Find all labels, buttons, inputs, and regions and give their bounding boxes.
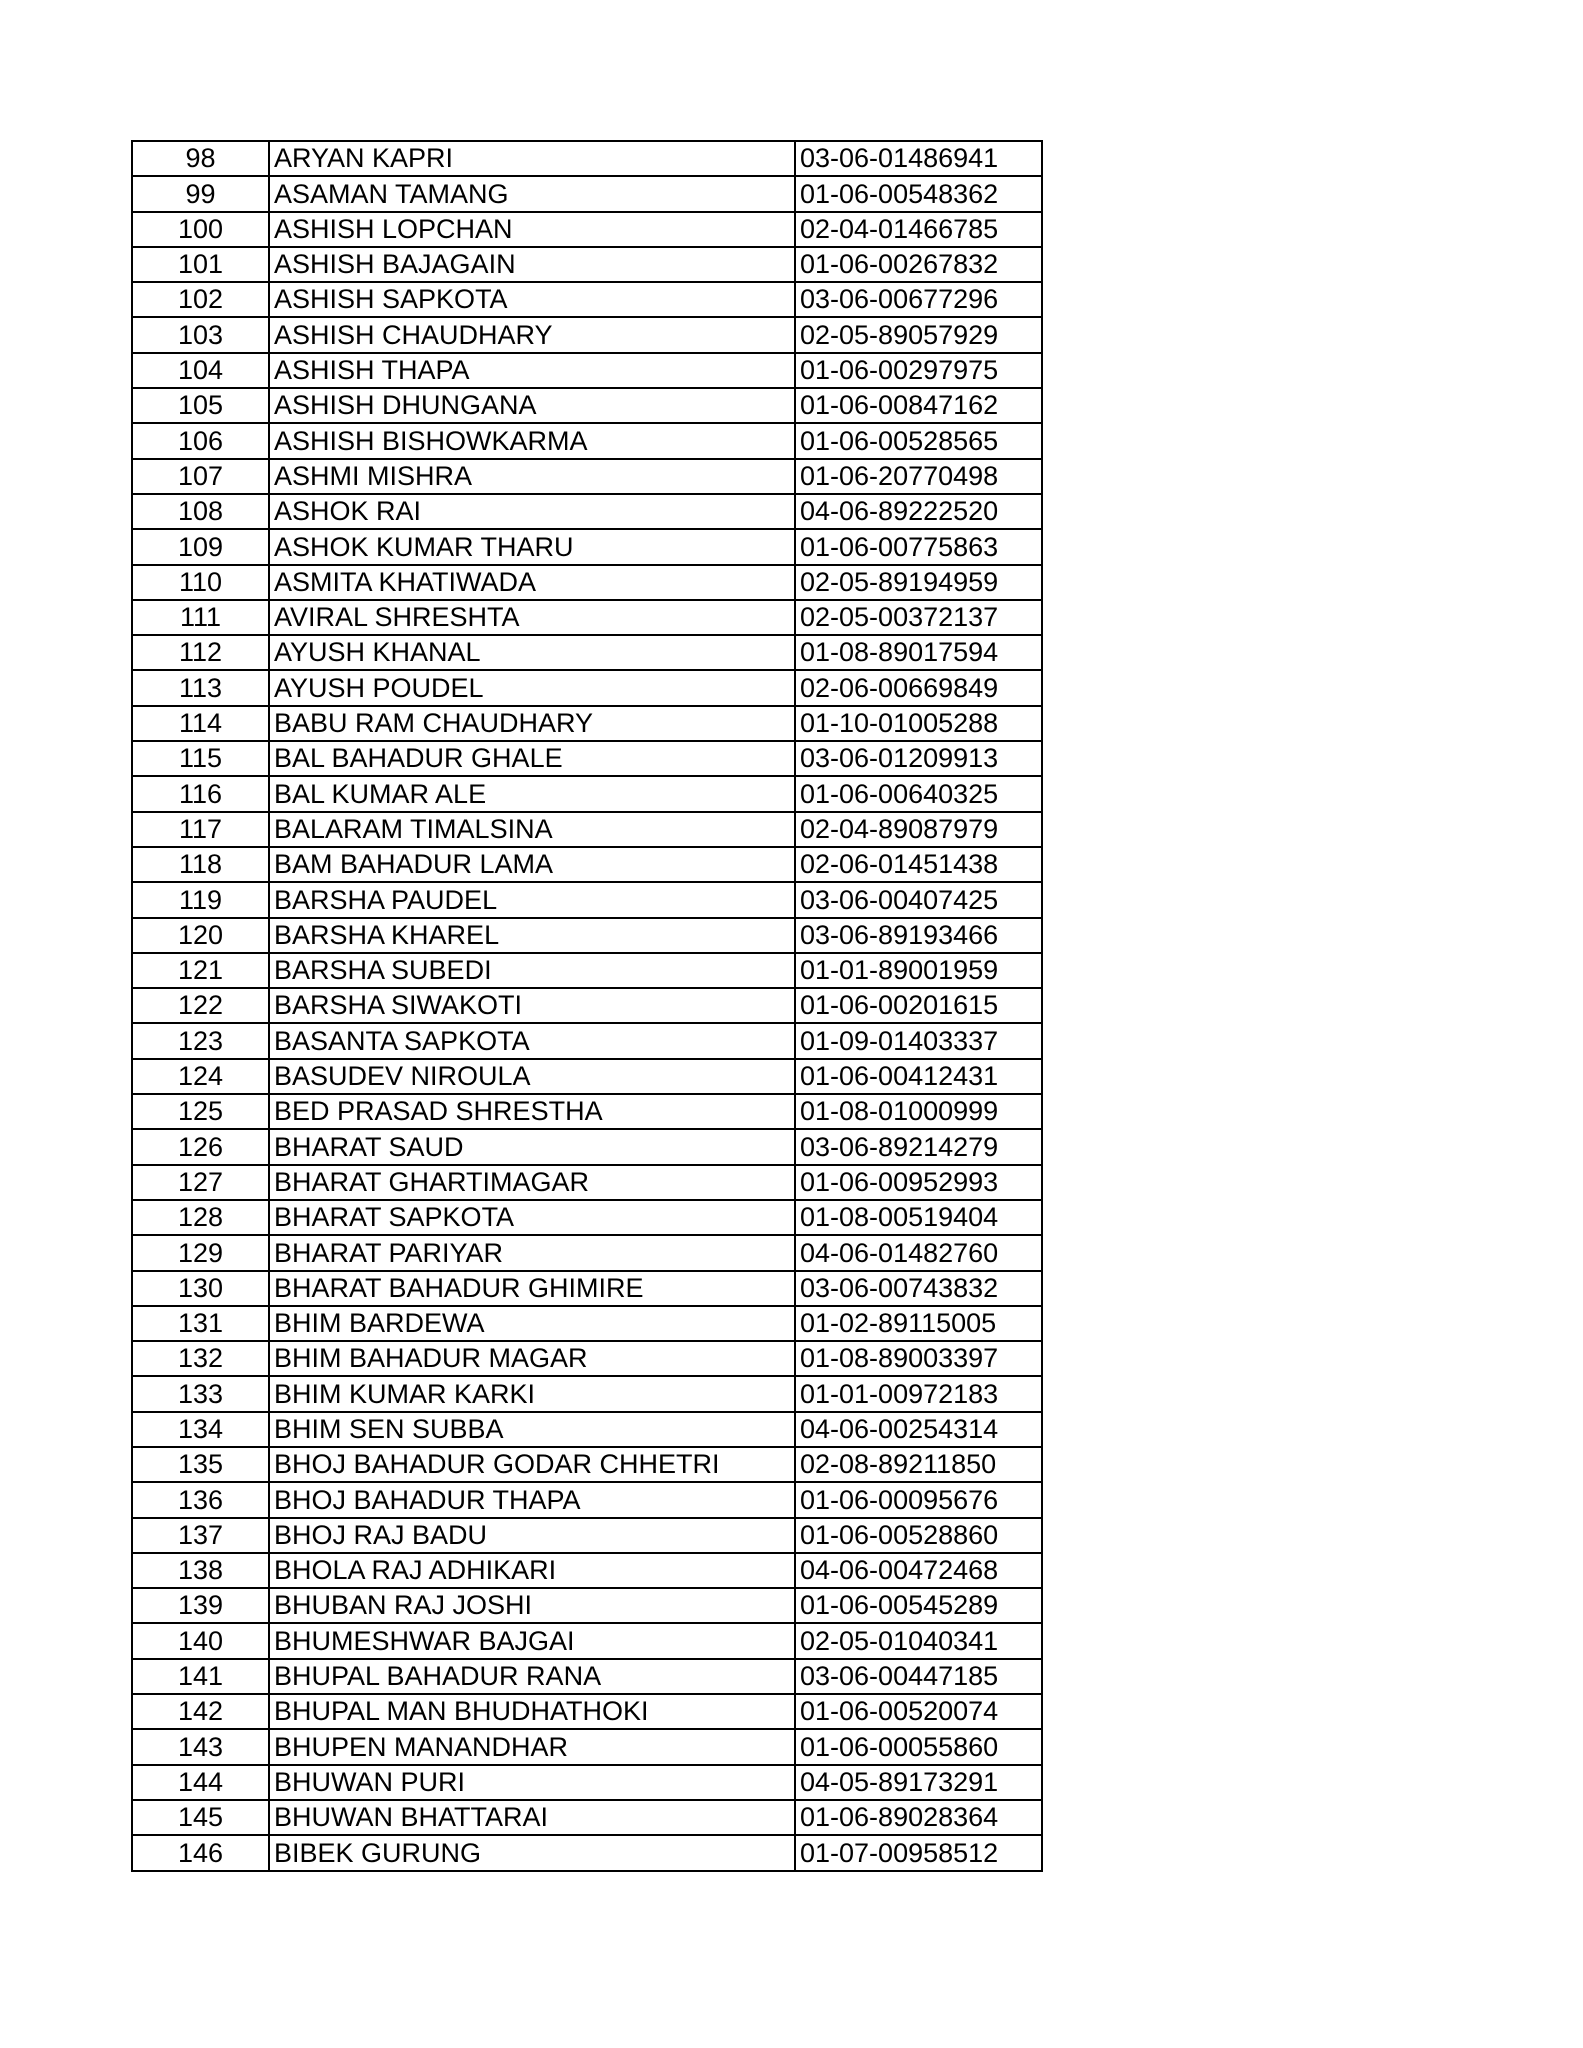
serial-number-cell: 146 [132, 1835, 269, 1870]
roster-table [131, 140, 1043, 1872]
serial-number-cell: 138 [132, 1553, 269, 1588]
table-row [132, 1165, 1042, 1200]
serial-number-cell: 114 [132, 706, 269, 741]
id-number-cell: 01-08-89003397 [795, 1341, 1042, 1376]
table-row [132, 953, 1042, 988]
id-number-cell: 01-06-00640325 [795, 776, 1042, 811]
serial-number-cell: 126 [132, 1129, 269, 1164]
id-number-cell: 03-06-00743832 [795, 1271, 1042, 1306]
name-cell: ASMITA KHATIWADA [269, 565, 795, 600]
table-row [132, 388, 1042, 423]
serial-number-cell: 124 [132, 1059, 269, 1094]
serial-number-cell: 118 [132, 847, 269, 882]
id-number-cell: 03-06-01486941 [795, 141, 1042, 176]
serial-number-cell: 98 [132, 141, 269, 176]
name-cell: ASHISH THAPA [269, 353, 795, 388]
table-row [132, 1800, 1042, 1835]
id-number-cell: 01-06-00548362 [795, 176, 1042, 211]
id-number-cell: 03-06-89214279 [795, 1129, 1042, 1164]
serial-number-cell: 106 [132, 423, 269, 458]
name-cell: ASHOK RAI [269, 494, 795, 529]
table-row [132, 1376, 1042, 1411]
id-number-cell: 01-06-00095676 [795, 1482, 1042, 1517]
name-cell: AYUSH KHANAL [269, 635, 795, 670]
table-row [132, 1306, 1042, 1341]
table-row [132, 1129, 1042, 1164]
id-number-cell: 02-08-89211850 [795, 1447, 1042, 1482]
id-number-cell: 03-06-00677296 [795, 282, 1042, 317]
id-number-cell: 02-04-01466785 [795, 212, 1042, 247]
table-row [132, 988, 1042, 1023]
serial-number-cell: 141 [132, 1659, 269, 1694]
table-row [132, 776, 1042, 811]
name-cell: ASHISH BISHOWKARMA [269, 423, 795, 458]
id-number-cell: 03-06-89193466 [795, 918, 1042, 953]
name-cell: BARSHA PAUDEL [269, 882, 795, 917]
serial-number-cell: 136 [132, 1482, 269, 1517]
name-cell: AYUSH POUDEL [269, 670, 795, 705]
serial-number-cell: 117 [132, 812, 269, 847]
name-cell: BHUMESHWAR BAJGAI [269, 1623, 795, 1658]
roster-table-body [132, 141, 1042, 1871]
table-row [132, 565, 1042, 600]
id-number-cell: 04-06-89222520 [795, 494, 1042, 529]
serial-number-cell: 99 [132, 176, 269, 211]
id-number-cell: 04-06-01482760 [795, 1235, 1042, 1270]
name-cell: BAM BAHADUR LAMA [269, 847, 795, 882]
id-number-cell: 01-06-00775863 [795, 529, 1042, 564]
id-number-cell: 04-06-00254314 [795, 1412, 1042, 1447]
id-number-cell: 01-08-00519404 [795, 1200, 1042, 1235]
table-row [132, 141, 1042, 176]
name-cell: ASHISH LOPCHAN [269, 212, 795, 247]
id-number-cell: 01-06-00528565 [795, 423, 1042, 458]
name-cell: ASHISH DHUNGANA [269, 388, 795, 423]
table-row [132, 1659, 1042, 1694]
table-row [132, 882, 1042, 917]
table-row [132, 176, 1042, 211]
name-cell: BHOJ BAHADUR GODAR CHHETRI [269, 1447, 795, 1482]
table-row [132, 1729, 1042, 1764]
name-cell: BHIM SEN SUBBA [269, 1412, 795, 1447]
serial-number-cell: 125 [132, 1094, 269, 1129]
table-row [132, 741, 1042, 776]
serial-number-cell: 119 [132, 882, 269, 917]
id-number-cell: 01-09-01403337 [795, 1023, 1042, 1058]
serial-number-cell: 142 [132, 1694, 269, 1729]
id-number-cell: 03-06-01209913 [795, 741, 1042, 776]
name-cell: BAL KUMAR ALE [269, 776, 795, 811]
serial-number-cell: 134 [132, 1412, 269, 1447]
serial-number-cell: 137 [132, 1518, 269, 1553]
serial-number-cell: 135 [132, 1447, 269, 1482]
id-number-cell: 01-06-00952993 [795, 1165, 1042, 1200]
table-row [132, 494, 1042, 529]
table-row [132, 1341, 1042, 1376]
table-row [132, 847, 1042, 882]
table-row [132, 212, 1042, 247]
table-row [132, 1271, 1042, 1306]
name-cell: BARSHA SIWAKOTI [269, 988, 795, 1023]
id-number-cell: 01-06-00520074 [795, 1694, 1042, 1729]
name-cell: BASUDEV NIROULA [269, 1059, 795, 1094]
name-cell: BHOLA RAJ ADHIKARI [269, 1553, 795, 1588]
serial-number-cell: 109 [132, 529, 269, 564]
id-number-cell: 01-06-00847162 [795, 388, 1042, 423]
table-row [132, 1694, 1042, 1729]
table-row [132, 423, 1042, 458]
id-number-cell: 01-06-20770498 [795, 459, 1042, 494]
name-cell: BIBEK GURUNG [269, 1835, 795, 1870]
table-row [132, 1765, 1042, 1800]
id-number-cell: 01-06-00201615 [795, 988, 1042, 1023]
serial-number-cell: 116 [132, 776, 269, 811]
serial-number-cell: 140 [132, 1623, 269, 1658]
name-cell: BHIM BAHADUR MAGAR [269, 1341, 795, 1376]
id-number-cell: 02-05-01040341 [795, 1623, 1042, 1658]
name-cell: ASHOK KUMAR THARU [269, 529, 795, 564]
name-cell: ASHISH SAPKOTA [269, 282, 795, 317]
table-row [132, 635, 1042, 670]
table-row [132, 1235, 1042, 1270]
serial-number-cell: 120 [132, 918, 269, 953]
table-row [132, 282, 1042, 317]
table-row [132, 459, 1042, 494]
table-row [132, 1200, 1042, 1235]
name-cell: BHARAT BAHADUR GHIMIRE [269, 1271, 795, 1306]
name-cell: BHOJ RAJ BADU [269, 1518, 795, 1553]
id-number-cell: 03-06-00447185 [795, 1659, 1042, 1694]
id-number-cell: 01-06-89028364 [795, 1800, 1042, 1835]
id-number-cell: 01-08-89017594 [795, 635, 1042, 670]
serial-number-cell: 128 [132, 1200, 269, 1235]
table-row [132, 1412, 1042, 1447]
name-cell: ARYAN KAPRI [269, 141, 795, 176]
name-cell: BALARAM TIMALSINA [269, 812, 795, 847]
id-number-cell: 01-06-00267832 [795, 247, 1042, 282]
id-number-cell: 04-06-00472468 [795, 1553, 1042, 1588]
serial-number-cell: 102 [132, 282, 269, 317]
name-cell: BHOJ BAHADUR THAPA [269, 1482, 795, 1517]
id-number-cell: 02-05-89194959 [795, 565, 1042, 600]
serial-number-cell: 108 [132, 494, 269, 529]
name-cell: AVIRAL SHRESHTA [269, 600, 795, 635]
id-number-cell: 01-10-01005288 [795, 706, 1042, 741]
serial-number-cell: 107 [132, 459, 269, 494]
table-row [132, 600, 1042, 635]
serial-number-cell: 104 [132, 353, 269, 388]
serial-number-cell: 112 [132, 635, 269, 670]
id-number-cell: 01-08-01000999 [795, 1094, 1042, 1129]
table-row [132, 1094, 1042, 1129]
serial-number-cell: 143 [132, 1729, 269, 1764]
id-number-cell: 02-05-00372137 [795, 600, 1042, 635]
serial-number-cell: 130 [132, 1271, 269, 1306]
name-cell: BARSHA SUBEDI [269, 953, 795, 988]
serial-number-cell: 131 [132, 1306, 269, 1341]
name-cell: BABU RAM CHAUDHARY [269, 706, 795, 741]
table-row [132, 918, 1042, 953]
name-cell: BHARAT PARIYAR [269, 1235, 795, 1270]
table-row [132, 706, 1042, 741]
id-number-cell: 01-01-00972183 [795, 1376, 1042, 1411]
name-cell: BHUBAN RAJ JOSHI [269, 1588, 795, 1623]
table-row [132, 1588, 1042, 1623]
name-cell: BHARAT SAUD [269, 1129, 795, 1164]
serial-number-cell: 100 [132, 212, 269, 247]
name-cell: ASHMI MISHRA [269, 459, 795, 494]
name-cell: BHARAT SAPKOTA [269, 1200, 795, 1235]
name-cell: BHARAT GHARTIMAGAR [269, 1165, 795, 1200]
table-row [132, 247, 1042, 282]
serial-number-cell: 144 [132, 1765, 269, 1800]
serial-number-cell: 129 [132, 1235, 269, 1270]
table-row [132, 812, 1042, 847]
table-row [132, 670, 1042, 705]
table-row [132, 1023, 1042, 1058]
serial-number-cell: 121 [132, 953, 269, 988]
serial-number-cell: 105 [132, 388, 269, 423]
serial-number-cell: 111 [132, 600, 269, 635]
table-row [132, 1623, 1042, 1658]
id-number-cell: 01-06-00412431 [795, 1059, 1042, 1094]
name-cell: BHUPEN MANANDHAR [269, 1729, 795, 1764]
serial-number-cell: 113 [132, 670, 269, 705]
id-number-cell: 03-06-00407425 [795, 882, 1042, 917]
table-row [132, 317, 1042, 352]
serial-number-cell: 103 [132, 317, 269, 352]
table-row [132, 1447, 1042, 1482]
id-number-cell: 01-06-00545289 [795, 1588, 1042, 1623]
serial-number-cell: 123 [132, 1023, 269, 1058]
id-number-cell: 01-06-00528860 [795, 1518, 1042, 1553]
serial-number-cell: 132 [132, 1341, 269, 1376]
serial-number-cell: 101 [132, 247, 269, 282]
serial-number-cell: 139 [132, 1588, 269, 1623]
name-cell: BHUPAL MAN BHUDHATHOKI [269, 1694, 795, 1729]
id-number-cell: 02-06-01451438 [795, 847, 1042, 882]
table-row [132, 529, 1042, 564]
serial-number-cell: 133 [132, 1376, 269, 1411]
id-number-cell: 02-06-00669849 [795, 670, 1042, 705]
id-number-cell: 01-06-00055860 [795, 1729, 1042, 1764]
name-cell: BHUWAN BHATTARAI [269, 1800, 795, 1835]
id-number-cell: 01-01-89001959 [795, 953, 1042, 988]
serial-number-cell: 110 [132, 565, 269, 600]
table-row [132, 1482, 1042, 1517]
table-row [132, 1835, 1042, 1870]
id-number-cell: 04-05-89173291 [795, 1765, 1042, 1800]
name-cell: ASHISH CHAUDHARY [269, 317, 795, 352]
name-cell: ASHISH BAJAGAIN [269, 247, 795, 282]
id-number-cell: 01-07-00958512 [795, 1835, 1042, 1870]
id-number-cell: 02-05-89057929 [795, 317, 1042, 352]
name-cell: ASAMAN TAMANG [269, 176, 795, 211]
table-row [132, 1553, 1042, 1588]
table-row [132, 1059, 1042, 1094]
name-cell: BHUPAL BAHADUR RANA [269, 1659, 795, 1694]
name-cell: BHIM BARDEWA [269, 1306, 795, 1341]
serial-number-cell: 122 [132, 988, 269, 1023]
name-cell: BAL BAHADUR GHALE [269, 741, 795, 776]
table-row [132, 353, 1042, 388]
id-number-cell: 02-04-89087979 [795, 812, 1042, 847]
name-cell: BASANTA SAPKOTA [269, 1023, 795, 1058]
id-number-cell: 01-02-89115005 [795, 1306, 1042, 1341]
serial-number-cell: 127 [132, 1165, 269, 1200]
name-cell: BED PRASAD SHRESTHA [269, 1094, 795, 1129]
name-cell: BHIM KUMAR KARKI [269, 1376, 795, 1411]
serial-number-cell: 115 [132, 741, 269, 776]
id-number-cell: 01-06-00297975 [795, 353, 1042, 388]
name-cell: BHUWAN PURI [269, 1765, 795, 1800]
table-row [132, 1518, 1042, 1553]
serial-number-cell: 145 [132, 1800, 269, 1835]
name-cell: BARSHA KHAREL [269, 918, 795, 953]
